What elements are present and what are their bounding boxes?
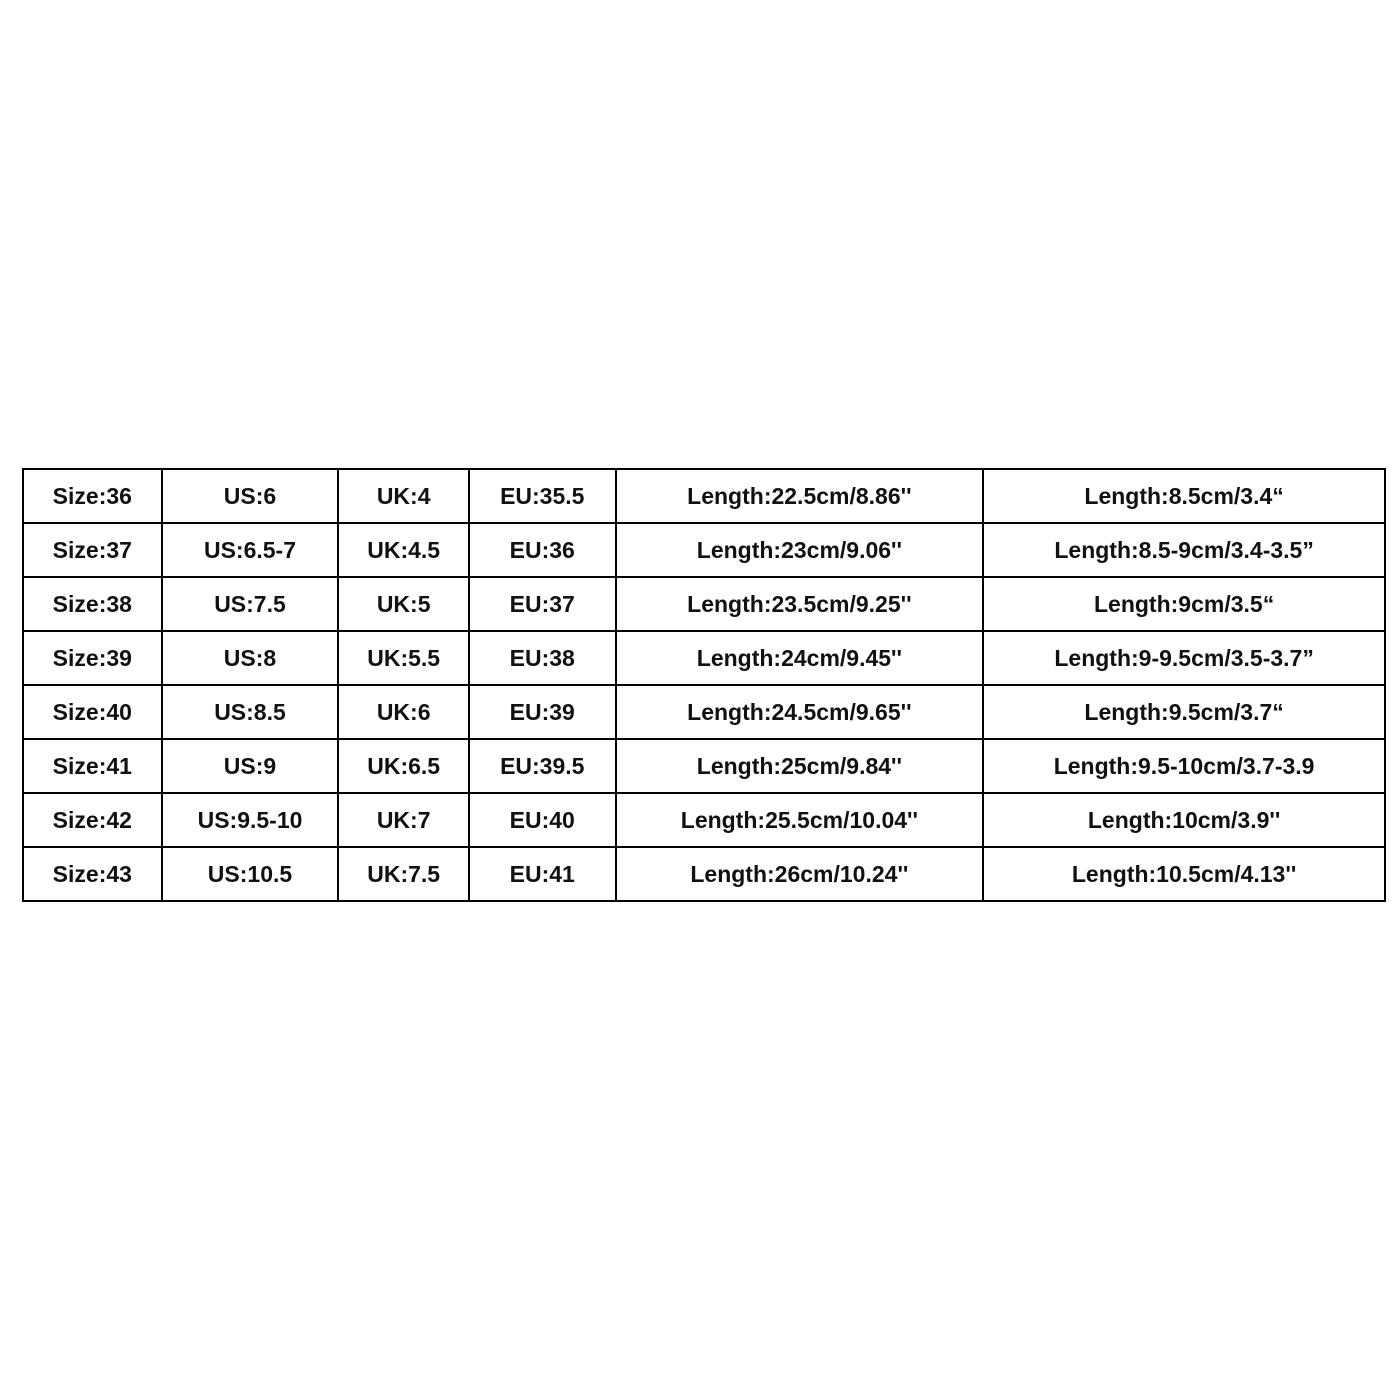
table-cell-uk: UK:6 bbox=[338, 685, 469, 739]
table-row bbox=[23, 685, 1385, 739]
table-cell-eu: EU:41 bbox=[469, 847, 616, 901]
table-cell-size: Size:38 bbox=[23, 577, 162, 631]
table-cell-us: US:7.5 bbox=[162, 577, 339, 631]
table-cell-foot-length: Length:24.5cm/9.65'' bbox=[616, 685, 984, 739]
table-cell-uk: UK:6.5 bbox=[338, 739, 469, 793]
table-cell-us: US:8.5 bbox=[162, 685, 339, 739]
table-cell-us: US:6 bbox=[162, 469, 339, 523]
table-cell-uk: UK:7.5 bbox=[338, 847, 469, 901]
table-cell-us: US:10.5 bbox=[162, 847, 339, 901]
table-cell-foot-length: Length:25cm/9.84'' bbox=[616, 739, 984, 793]
table-cell-uk: UK:5 bbox=[338, 577, 469, 631]
table-cell-foot-width: Length:8.5cm/3.4“ bbox=[983, 469, 1385, 523]
table-row bbox=[23, 577, 1385, 631]
table-cell-size: Size:40 bbox=[23, 685, 162, 739]
table-cell-foot-length: Length:25.5cm/10.04'' bbox=[616, 793, 984, 847]
table-cell-size: Size:37 bbox=[23, 523, 162, 577]
table-cell-uk: UK:4 bbox=[338, 469, 469, 523]
table-cell-size: Size:39 bbox=[23, 631, 162, 685]
table-cell-size: Size:41 bbox=[23, 739, 162, 793]
table-cell-uk: UK:4.5 bbox=[338, 523, 469, 577]
table-cell-us: US:9 bbox=[162, 739, 339, 793]
table-row bbox=[23, 469, 1385, 523]
table-cell-foot-width: Length:9.5-10cm/3.7-3.9 bbox=[983, 739, 1385, 793]
table-cell-us: US:6.5-7 bbox=[162, 523, 339, 577]
table-cell-eu: EU:37 bbox=[469, 577, 616, 631]
table-row bbox=[23, 847, 1385, 901]
table-cell-size: Size:43 bbox=[23, 847, 162, 901]
table-cell-foot-length: Length:24cm/9.45'' bbox=[616, 631, 984, 685]
table-cell-uk: UK:5.5 bbox=[338, 631, 469, 685]
table-cell-eu: EU:38 bbox=[469, 631, 616, 685]
table-cell-eu: EU:39 bbox=[469, 685, 616, 739]
table-row bbox=[23, 739, 1385, 793]
table-cell-foot-length: Length:23.5cm/9.25'' bbox=[616, 577, 984, 631]
table-cell-foot-length: Length:23cm/9.06'' bbox=[616, 523, 984, 577]
table-cell-us: US:8 bbox=[162, 631, 339, 685]
table-cell-foot-width: Length:10cm/3.9'' bbox=[983, 793, 1385, 847]
size-chart-table bbox=[22, 468, 1386, 902]
table-cell-foot-width: Length:10.5cm/4.13'' bbox=[983, 847, 1385, 901]
table-cell-size: Size:36 bbox=[23, 469, 162, 523]
table-row bbox=[23, 793, 1385, 847]
table-cell-size: Size:42 bbox=[23, 793, 162, 847]
table-cell-foot-width: Length:9-9.5cm/3.5-3.7” bbox=[983, 631, 1385, 685]
table-cell-uk: UK:7 bbox=[338, 793, 469, 847]
table-cell-eu: EU:40 bbox=[469, 793, 616, 847]
table-row bbox=[23, 631, 1385, 685]
table-cell-foot-length: Length:22.5cm/8.86'' bbox=[616, 469, 984, 523]
table-row bbox=[23, 523, 1385, 577]
table-cell-foot-width: Length:9.5cm/3.7“ bbox=[983, 685, 1385, 739]
table-cell-eu: EU:39.5 bbox=[469, 739, 616, 793]
table-cell-foot-length: Length:26cm/10.24'' bbox=[616, 847, 984, 901]
table-cell-foot-width: Length:9cm/3.5“ bbox=[983, 577, 1385, 631]
table-cell-eu: EU:35.5 bbox=[469, 469, 616, 523]
table-cell-us: US:9.5-10 bbox=[162, 793, 339, 847]
table-cell-eu: EU:36 bbox=[469, 523, 616, 577]
table-cell-foot-width: Length:8.5-9cm/3.4-3.5” bbox=[983, 523, 1385, 577]
